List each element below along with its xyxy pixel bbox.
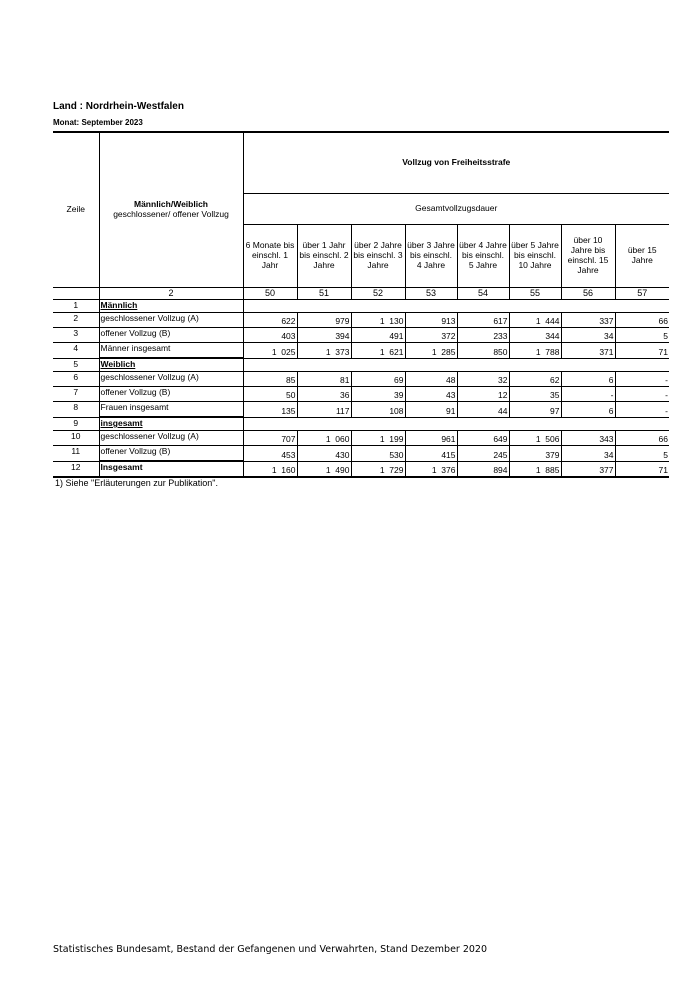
value-cell: 62 <box>509 372 561 387</box>
value-cell: 245 <box>457 446 509 462</box>
value-cell: 32 <box>457 372 509 387</box>
group-header: Vollzug von Freiheitsstrafe <box>243 132 669 194</box>
value-cell: 979 <box>297 313 351 328</box>
value-cell <box>243 300 297 313</box>
sub-header: Gesamtvollzugsdauer <box>243 194 669 225</box>
value-cell: 1 160 <box>243 461 297 477</box>
value-cell: 12 <box>457 387 509 402</box>
value-cell: 48 <box>405 372 457 387</box>
value-cell: 850 <box>457 343 509 359</box>
row-label: insgesamt <box>99 417 243 431</box>
column-header: über 1 Jahr bis einschl. 2 Jahre <box>297 225 351 288</box>
numbering-cell: 51 <box>297 288 351 300</box>
value-cell <box>509 300 561 313</box>
row-label: Frauen insgesamt <box>99 402 243 418</box>
column-header: 6 Monate bis einschl. 1 Jahr <box>243 225 297 288</box>
value-cell: 117 <box>297 402 351 418</box>
value-cell <box>509 358 561 372</box>
value-cell: 394 <box>297 328 351 343</box>
row-label: geschlossener Vollzug (A) <box>99 372 243 387</box>
table-row <box>53 313 669 328</box>
value-cell: - <box>615 402 669 418</box>
total-row <box>53 461 669 477</box>
value-cell: 1 376 <box>405 461 457 477</box>
value-cell: 343 <box>561 431 615 446</box>
row-label: Männlich <box>99 300 243 313</box>
table-row <box>53 387 669 402</box>
column-header: über 15 Jahre <box>615 225 669 288</box>
value-cell: 1 885 <box>509 461 561 477</box>
footnote: 1) Siehe "Erläuterungen zur Publikation". <box>55 478 218 488</box>
value-cell: 1 444 <box>509 313 561 328</box>
row-number: 5 <box>53 358 99 372</box>
value-cell: 1 199 <box>351 431 405 446</box>
value-cell: 135 <box>243 402 297 418</box>
value-cell: 44 <box>457 402 509 418</box>
value-cell: 961 <box>405 431 457 446</box>
value-cell: 1 490 <box>297 461 351 477</box>
value-cell <box>405 417 457 431</box>
value-cell: 377 <box>561 461 615 477</box>
value-cell: 66 <box>615 431 669 446</box>
row-number: 11 <box>53 446 99 462</box>
value-cell: 69 <box>351 372 405 387</box>
value-cell: 617 <box>457 313 509 328</box>
row-label: offener Vollzug (B) <box>99 387 243 402</box>
value-cell: 233 <box>457 328 509 343</box>
table-row <box>53 372 669 387</box>
zeile-header: Zeile <box>53 132 99 288</box>
value-cell: 1 285 <box>405 343 457 359</box>
column-header: über 10 Jahre bis einschl. 15 Jahre <box>561 225 615 288</box>
value-cell: 50 <box>243 387 297 402</box>
value-cell: 379 <box>509 446 561 462</box>
value-cell <box>561 417 615 431</box>
value-cell: 913 <box>405 313 457 328</box>
column-header: über 5 Jahre bis einschl. 10 Jahre <box>509 225 561 288</box>
value-cell: 1 729 <box>351 461 405 477</box>
row-number: 10 <box>53 431 99 446</box>
value-cell: - <box>615 372 669 387</box>
row-number: 7 <box>53 387 99 402</box>
table-row <box>53 446 669 462</box>
value-cell: 1 621 <box>351 343 405 359</box>
value-cell <box>615 358 669 372</box>
value-cell <box>243 358 297 372</box>
section-row <box>53 300 669 313</box>
value-cell <box>561 358 615 372</box>
value-cell: - <box>615 387 669 402</box>
value-cell: 34 <box>561 446 615 462</box>
value-cell: 344 <box>509 328 561 343</box>
value-cell: 97 <box>509 402 561 418</box>
value-cell: 71 <box>615 343 669 359</box>
value-cell: 5 <box>615 446 669 462</box>
row-label: offener Vollzug (B) <box>99 446 243 462</box>
value-cell: 1 506 <box>509 431 561 446</box>
numbering-cell: 57 <box>615 288 669 300</box>
column-header: über 3 Jahre bis einschl. 4 Jahre <box>405 225 457 288</box>
value-cell: 34 <box>561 328 615 343</box>
value-cell <box>457 417 509 431</box>
data-table <box>53 131 669 478</box>
row-label: Insgesamt <box>99 461 243 477</box>
value-cell: 371 <box>561 343 615 359</box>
label-header-sub: geschlossener/ offener Vollzug <box>113 209 229 219</box>
row-number: 2 <box>53 313 99 328</box>
numbering-cell: 50 <box>243 288 297 300</box>
value-cell: 372 <box>405 328 457 343</box>
value-cell <box>405 300 457 313</box>
value-cell <box>351 358 405 372</box>
value-cell: 6 <box>561 372 615 387</box>
section-row <box>53 358 669 372</box>
value-cell <box>615 417 669 431</box>
numbering-cell: 53 <box>405 288 457 300</box>
numbering-cell <box>53 288 99 300</box>
table-row <box>53 431 669 446</box>
row-label: offener Vollzug (B) <box>99 328 243 343</box>
value-cell: 622 <box>243 313 297 328</box>
value-cell: 5 <box>615 328 669 343</box>
numbering-cell: 54 <box>457 288 509 300</box>
value-cell: 707 <box>243 431 297 446</box>
value-cell: 66 <box>615 313 669 328</box>
value-cell <box>351 417 405 431</box>
value-cell: 649 <box>457 431 509 446</box>
value-cell <box>405 358 457 372</box>
section-row <box>53 417 669 431</box>
value-cell <box>243 417 297 431</box>
value-cell: 71 <box>615 461 669 477</box>
value-cell: 415 <box>405 446 457 462</box>
value-cell: 39 <box>351 387 405 402</box>
value-cell <box>561 300 615 313</box>
row-number: 1 <box>53 300 99 313</box>
numbering-cell: 55 <box>509 288 561 300</box>
row-label: geschlossener Vollzug (A) <box>99 313 243 328</box>
value-cell: 81 <box>297 372 351 387</box>
value-cell: 91 <box>405 402 457 418</box>
value-cell: 1 788 <box>509 343 561 359</box>
table-row <box>53 343 669 359</box>
value-cell: 36 <box>297 387 351 402</box>
value-cell: 108 <box>351 402 405 418</box>
row-label: geschlossener Vollzug (A) <box>99 431 243 446</box>
row-number: 12 <box>53 461 99 477</box>
value-cell: 430 <box>297 446 351 462</box>
value-cell: 1 130 <box>351 313 405 328</box>
value-cell <box>297 300 351 313</box>
value-cell <box>615 300 669 313</box>
value-cell: - <box>561 387 615 402</box>
value-cell <box>351 300 405 313</box>
table-row <box>53 402 669 418</box>
value-cell: 1 060 <box>297 431 351 446</box>
land-title: Land : Nordrhein-Westfalen <box>53 101 184 112</box>
label-header <box>99 132 243 288</box>
value-cell <box>457 358 509 372</box>
value-cell: 894 <box>457 461 509 477</box>
value-cell: 337 <box>561 313 615 328</box>
row-number: 4 <box>53 343 99 359</box>
value-cell: 85 <box>243 372 297 387</box>
page-footer: Statistisches Bundesamt, Bestand der Gefangenen und Verwahrten, Stand Dezember 2020 <box>53 944 488 955</box>
label-header-bold: Männlich/Weiblich <box>134 199 208 210</box>
value-cell: 35 <box>509 387 561 402</box>
value-cell <box>509 417 561 431</box>
value-cell: 491 <box>351 328 405 343</box>
numbering-cell: 56 <box>561 288 615 300</box>
column-header: über 2 Jahre bis einschl. 3 Jahre <box>351 225 405 288</box>
value-cell: 6 <box>561 402 615 418</box>
row-number: 6 <box>53 372 99 387</box>
row-label: Weiblich <box>99 358 243 372</box>
row-number: 3 <box>53 328 99 343</box>
table-row <box>53 328 669 343</box>
numbering-cell: 2 <box>99 288 243 300</box>
value-cell: 530 <box>351 446 405 462</box>
value-cell <box>457 300 509 313</box>
value-cell: 1 025 <box>243 343 297 359</box>
row-label: Männer insgesamt <box>99 343 243 359</box>
column-header: über 4 Jahre bis einschl. 5 Jahre <box>457 225 509 288</box>
value-cell: 43 <box>405 387 457 402</box>
row-number: 8 <box>53 402 99 418</box>
value-cell <box>297 358 351 372</box>
value-cell <box>297 417 351 431</box>
value-cell: 403 <box>243 328 297 343</box>
value-cell: 453 <box>243 446 297 462</box>
numbering-cell: 52 <box>351 288 405 300</box>
row-number: 9 <box>53 417 99 431</box>
value-cell: 1 373 <box>297 343 351 359</box>
month-subtitle: Monat: September 2023 <box>53 118 143 127</box>
